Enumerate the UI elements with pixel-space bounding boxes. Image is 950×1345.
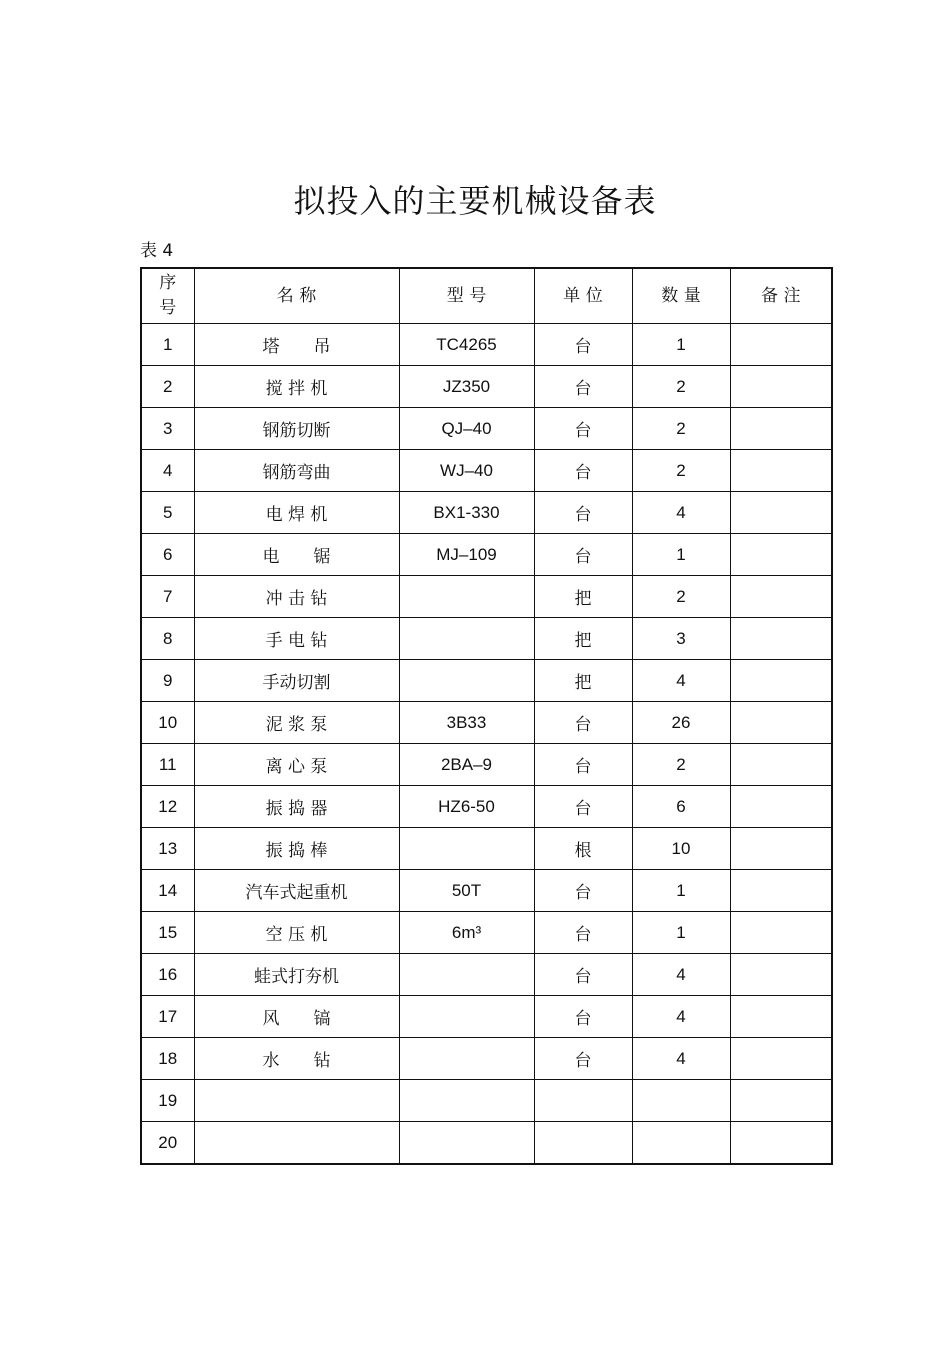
cell-model: WJ–40 — [399, 450, 534, 492]
cell-qty: 1 — [632, 324, 730, 366]
header-model: 型 号 — [399, 268, 534, 324]
table-row — [141, 492, 832, 534]
cell-name: 钢筋切断 — [194, 408, 399, 450]
cell-unit — [534, 1122, 632, 1165]
cell-name: 钢筋弯曲 — [194, 450, 399, 492]
cell-remark — [730, 786, 832, 828]
cell-name: 汽车式起重机 — [194, 870, 399, 912]
cell-no: 19 — [141, 1080, 194, 1122]
header-seq-line2: 号 — [159, 298, 177, 318]
cell-unit: 台 — [534, 1038, 632, 1080]
cell-qty: 4 — [632, 660, 730, 702]
cell-name: 搅 拌 机 — [194, 366, 399, 408]
cell-remark — [730, 324, 832, 366]
cell-name: 蛙式打夯机 — [194, 954, 399, 996]
equipment-table — [140, 267, 833, 1165]
cell-remark — [730, 912, 832, 954]
table-row — [141, 744, 832, 786]
cell-unit: 台 — [534, 450, 632, 492]
cell-qty: 2 — [632, 408, 730, 450]
cell-unit: 台 — [534, 870, 632, 912]
table-row — [141, 912, 832, 954]
cell-model: MJ–109 — [399, 534, 534, 576]
cell-unit: 台 — [534, 366, 632, 408]
table-label: 表 4 — [140, 241, 174, 261]
cell-unit: 台 — [534, 786, 632, 828]
cell-unit: 台 — [534, 534, 632, 576]
cell-unit: 把 — [534, 660, 632, 702]
cell-model: HZ6-50 — [399, 786, 534, 828]
cell-name: 电 焊 机 — [194, 492, 399, 534]
cell-qty: 2 — [632, 366, 730, 408]
header-remark: 备 注 — [730, 268, 832, 324]
cell-unit — [534, 1080, 632, 1122]
cell-name: 空 压 机 — [194, 912, 399, 954]
cell-remark — [730, 870, 832, 912]
cell-qty: 4 — [632, 492, 730, 534]
table-row — [141, 618, 832, 660]
cell-remark — [730, 618, 832, 660]
cell-name: 离 心 泵 — [194, 744, 399, 786]
cell-remark — [730, 1038, 832, 1080]
table-row — [141, 870, 832, 912]
cell-no: 17 — [141, 996, 194, 1038]
header-seq — [141, 268, 194, 324]
cell-name — [194, 1122, 399, 1165]
table-header-row — [141, 268, 832, 324]
cell-model — [399, 618, 534, 660]
cell-model: BX1-330 — [399, 492, 534, 534]
cell-no: 5 — [141, 492, 194, 534]
cell-no: 1 — [141, 324, 194, 366]
table-row — [141, 1122, 832, 1165]
cell-no: 9 — [141, 660, 194, 702]
table-row — [141, 702, 832, 744]
cell-name: 电 锯 — [194, 534, 399, 576]
cell-name: 振 捣 棒 — [194, 828, 399, 870]
cell-model — [399, 954, 534, 996]
cell-no: 14 — [141, 870, 194, 912]
cell-unit: 台 — [534, 912, 632, 954]
cell-model — [399, 828, 534, 870]
cell-unit: 根 — [534, 828, 632, 870]
cell-remark — [730, 660, 832, 702]
table-row — [141, 996, 832, 1038]
cell-model — [399, 1122, 534, 1165]
cell-model — [399, 660, 534, 702]
table-row — [141, 534, 832, 576]
cell-model: JZ350 — [399, 366, 534, 408]
cell-no: 15 — [141, 912, 194, 954]
table-row — [141, 1080, 832, 1122]
cell-no: 6 — [141, 534, 194, 576]
cell-unit: 台 — [534, 954, 632, 996]
cell-name: 手 电 钻 — [194, 618, 399, 660]
cell-remark — [730, 450, 832, 492]
cell-unit: 台 — [534, 324, 632, 366]
cell-name: 冲 击 钻 — [194, 576, 399, 618]
cell-unit: 台 — [534, 702, 632, 744]
cell-unit: 把 — [534, 618, 632, 660]
cell-unit: 台 — [534, 996, 632, 1038]
cell-qty: 10 — [632, 828, 730, 870]
cell-name: 水 钻 — [194, 1038, 399, 1080]
cell-remark — [730, 828, 832, 870]
table-row — [141, 450, 832, 492]
cell-name: 风 镐 — [194, 996, 399, 1038]
table-row — [141, 828, 832, 870]
cell-remark — [730, 534, 832, 576]
cell-qty: 26 — [632, 702, 730, 744]
cell-model: QJ–40 — [399, 408, 534, 450]
header-qty: 数 量 — [632, 268, 730, 324]
cell-remark — [730, 1080, 832, 1122]
cell-model: 50T — [399, 870, 534, 912]
cell-qty: 2 — [632, 450, 730, 492]
table-row — [141, 408, 832, 450]
cell-remark — [730, 954, 832, 996]
cell-no: 3 — [141, 408, 194, 450]
cell-no: 4 — [141, 450, 194, 492]
cell-no: 20 — [141, 1122, 194, 1165]
cell-name: 手动切割 — [194, 660, 399, 702]
cell-no: 13 — [141, 828, 194, 870]
cell-qty: 1 — [632, 912, 730, 954]
cell-name: 振 捣 器 — [194, 786, 399, 828]
cell-qty: 2 — [632, 744, 730, 786]
cell-name: 泥 浆 泵 — [194, 702, 399, 744]
table-row — [141, 786, 832, 828]
cell-no: 10 — [141, 702, 194, 744]
cell-remark — [730, 744, 832, 786]
cell-remark — [730, 702, 832, 744]
table-row — [141, 366, 832, 408]
cell-qty — [632, 1080, 730, 1122]
table-row — [141, 324, 832, 366]
cell-model — [399, 1080, 534, 1122]
cell-qty: 1 — [632, 534, 730, 576]
header-unit: 单 位 — [534, 268, 632, 324]
header-seq-line1: 序 — [159, 273, 177, 293]
cell-unit: 台 — [534, 744, 632, 786]
cell-model: 6m³ — [399, 912, 534, 954]
cell-name: 塔 吊 — [194, 324, 399, 366]
cell-qty: 1 — [632, 870, 730, 912]
cell-qty: 6 — [632, 786, 730, 828]
cell-remark — [730, 408, 832, 450]
cell-no: 8 — [141, 618, 194, 660]
cell-remark — [730, 1122, 832, 1165]
cell-qty — [632, 1122, 730, 1165]
cell-remark — [730, 492, 832, 534]
cell-no: 2 — [141, 366, 194, 408]
cell-remark — [730, 366, 832, 408]
cell-no: 18 — [141, 1038, 194, 1080]
table-row — [141, 1038, 832, 1080]
cell-qty: 4 — [632, 1038, 730, 1080]
cell-model: 2BA–9 — [399, 744, 534, 786]
cell-no: 12 — [141, 786, 194, 828]
cell-remark — [730, 996, 832, 1038]
cell-no: 7 — [141, 576, 194, 618]
cell-model — [399, 1038, 534, 1080]
cell-unit: 台 — [534, 408, 632, 450]
cell-model — [399, 576, 534, 618]
cell-unit: 把 — [534, 576, 632, 618]
table-row — [141, 660, 832, 702]
cell-no: 16 — [141, 954, 194, 996]
cell-model: 3B33 — [399, 702, 534, 744]
cell-qty: 4 — [632, 954, 730, 996]
page-title: 拟投入的主要机械设备表 — [293, 182, 657, 220]
table-row — [141, 576, 832, 618]
cell-qty: 2 — [632, 576, 730, 618]
table-row — [141, 954, 832, 996]
cell-no: 11 — [141, 744, 194, 786]
header-name: 名 称 — [194, 268, 399, 324]
table-body — [141, 324, 832, 1165]
cell-qty: 4 — [632, 996, 730, 1038]
cell-qty: 3 — [632, 618, 730, 660]
cell-model: TC4265 — [399, 324, 534, 366]
cell-remark — [730, 576, 832, 618]
cell-model — [399, 996, 534, 1038]
cell-unit: 台 — [534, 492, 632, 534]
cell-name — [194, 1080, 399, 1122]
